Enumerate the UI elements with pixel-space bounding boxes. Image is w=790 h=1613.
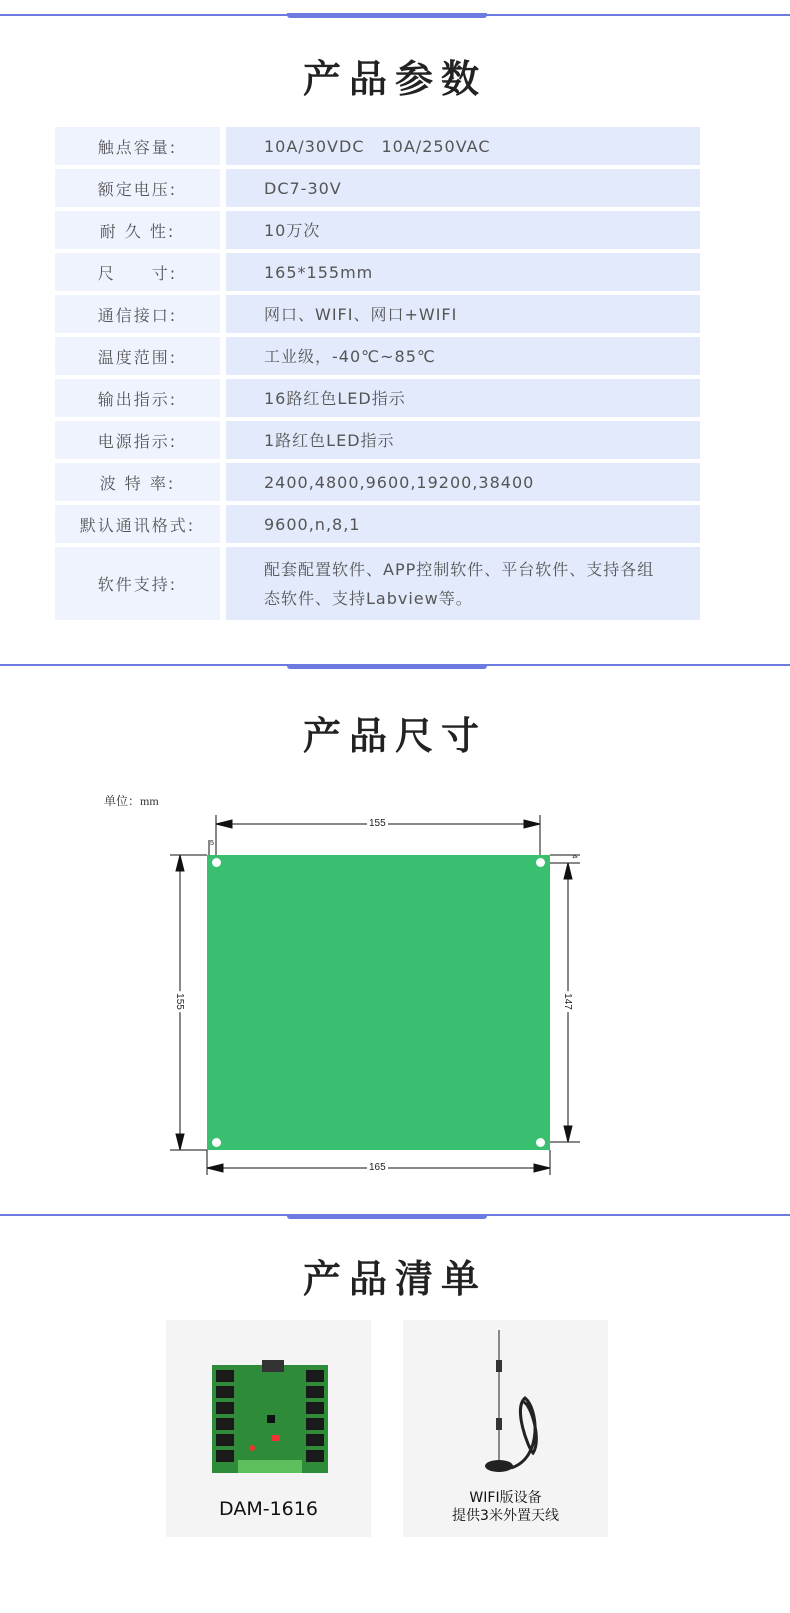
device-board-image [212, 1360, 328, 1475]
dim-top: 155 [369, 818, 386, 829]
param-label: 波 特 率: [55, 463, 220, 501]
param-value: 16路红色LED指示 [226, 379, 700, 417]
section-title-params: 产品参数 [302, 57, 487, 101]
param-label: 额定电压: [55, 169, 220, 207]
mount-hole [536, 858, 545, 867]
device-name: DAM-1616 [219, 1498, 318, 1520]
param-value: 网口、WIFI、网口+WIFI [226, 295, 700, 333]
param-label: 温度范围: [55, 337, 220, 375]
param-value: 1路红色LED指示 [226, 421, 700, 459]
antenna-image [483, 1328, 553, 1478]
antenna-caption-line2: 提供3米外置天线 [452, 1508, 559, 1524]
pcb-board-outline [207, 855, 550, 1150]
dim-bottom: 165 [369, 1162, 386, 1173]
param-value: 10A/30VDC 10A/250VAC [226, 127, 700, 165]
param-value: 2400,4800,9600,19200,38400 [226, 463, 700, 501]
mount-hole [212, 1138, 221, 1147]
param-label: 通信接口: [55, 295, 220, 333]
param-value: 165*155mm [226, 253, 700, 291]
mount-hole [212, 858, 221, 867]
section-title-dimensions: 产品尺寸 [302, 714, 487, 758]
param-label: 电源指示: [55, 421, 220, 459]
dim-offset-right: 4 [570, 854, 578, 859]
antenna-caption [403, 1489, 608, 1525]
param-value: 10万次 [226, 211, 700, 249]
param-value: 工业级，-40℃~85℃ [226, 337, 700, 375]
dim-right: 147 [561, 993, 573, 1010]
param-label: 默认通讯格式: [55, 505, 220, 543]
section-accent [287, 1214, 487, 1219]
dim-left: 155 [173, 993, 185, 1010]
param-label: 软件支持: [55, 547, 220, 620]
param-value: 9600,n,8,1 [226, 505, 700, 543]
section-title-package: 产品清单 [302, 1257, 487, 1301]
package-item-device [166, 1320, 371, 1537]
antenna-caption-line1: WIFI版设备 [469, 1490, 542, 1506]
param-label: 尺 寸: [55, 253, 220, 291]
mount-hole [536, 1138, 545, 1147]
unit-label: 单位：mm [104, 794, 159, 808]
param-label: 耐 久 性: [55, 211, 220, 249]
param-label: 触点容量: [55, 127, 220, 165]
package-item-antenna [403, 1320, 608, 1537]
param-value: 配套配置软件、APP控制软件、平台软件、支持各组态软件、支持Labview等。 [226, 547, 700, 620]
param-value: DC7-30V [226, 169, 700, 207]
param-label: 输出指示: [55, 379, 220, 417]
dim-offset-left: 5 [210, 840, 214, 847]
